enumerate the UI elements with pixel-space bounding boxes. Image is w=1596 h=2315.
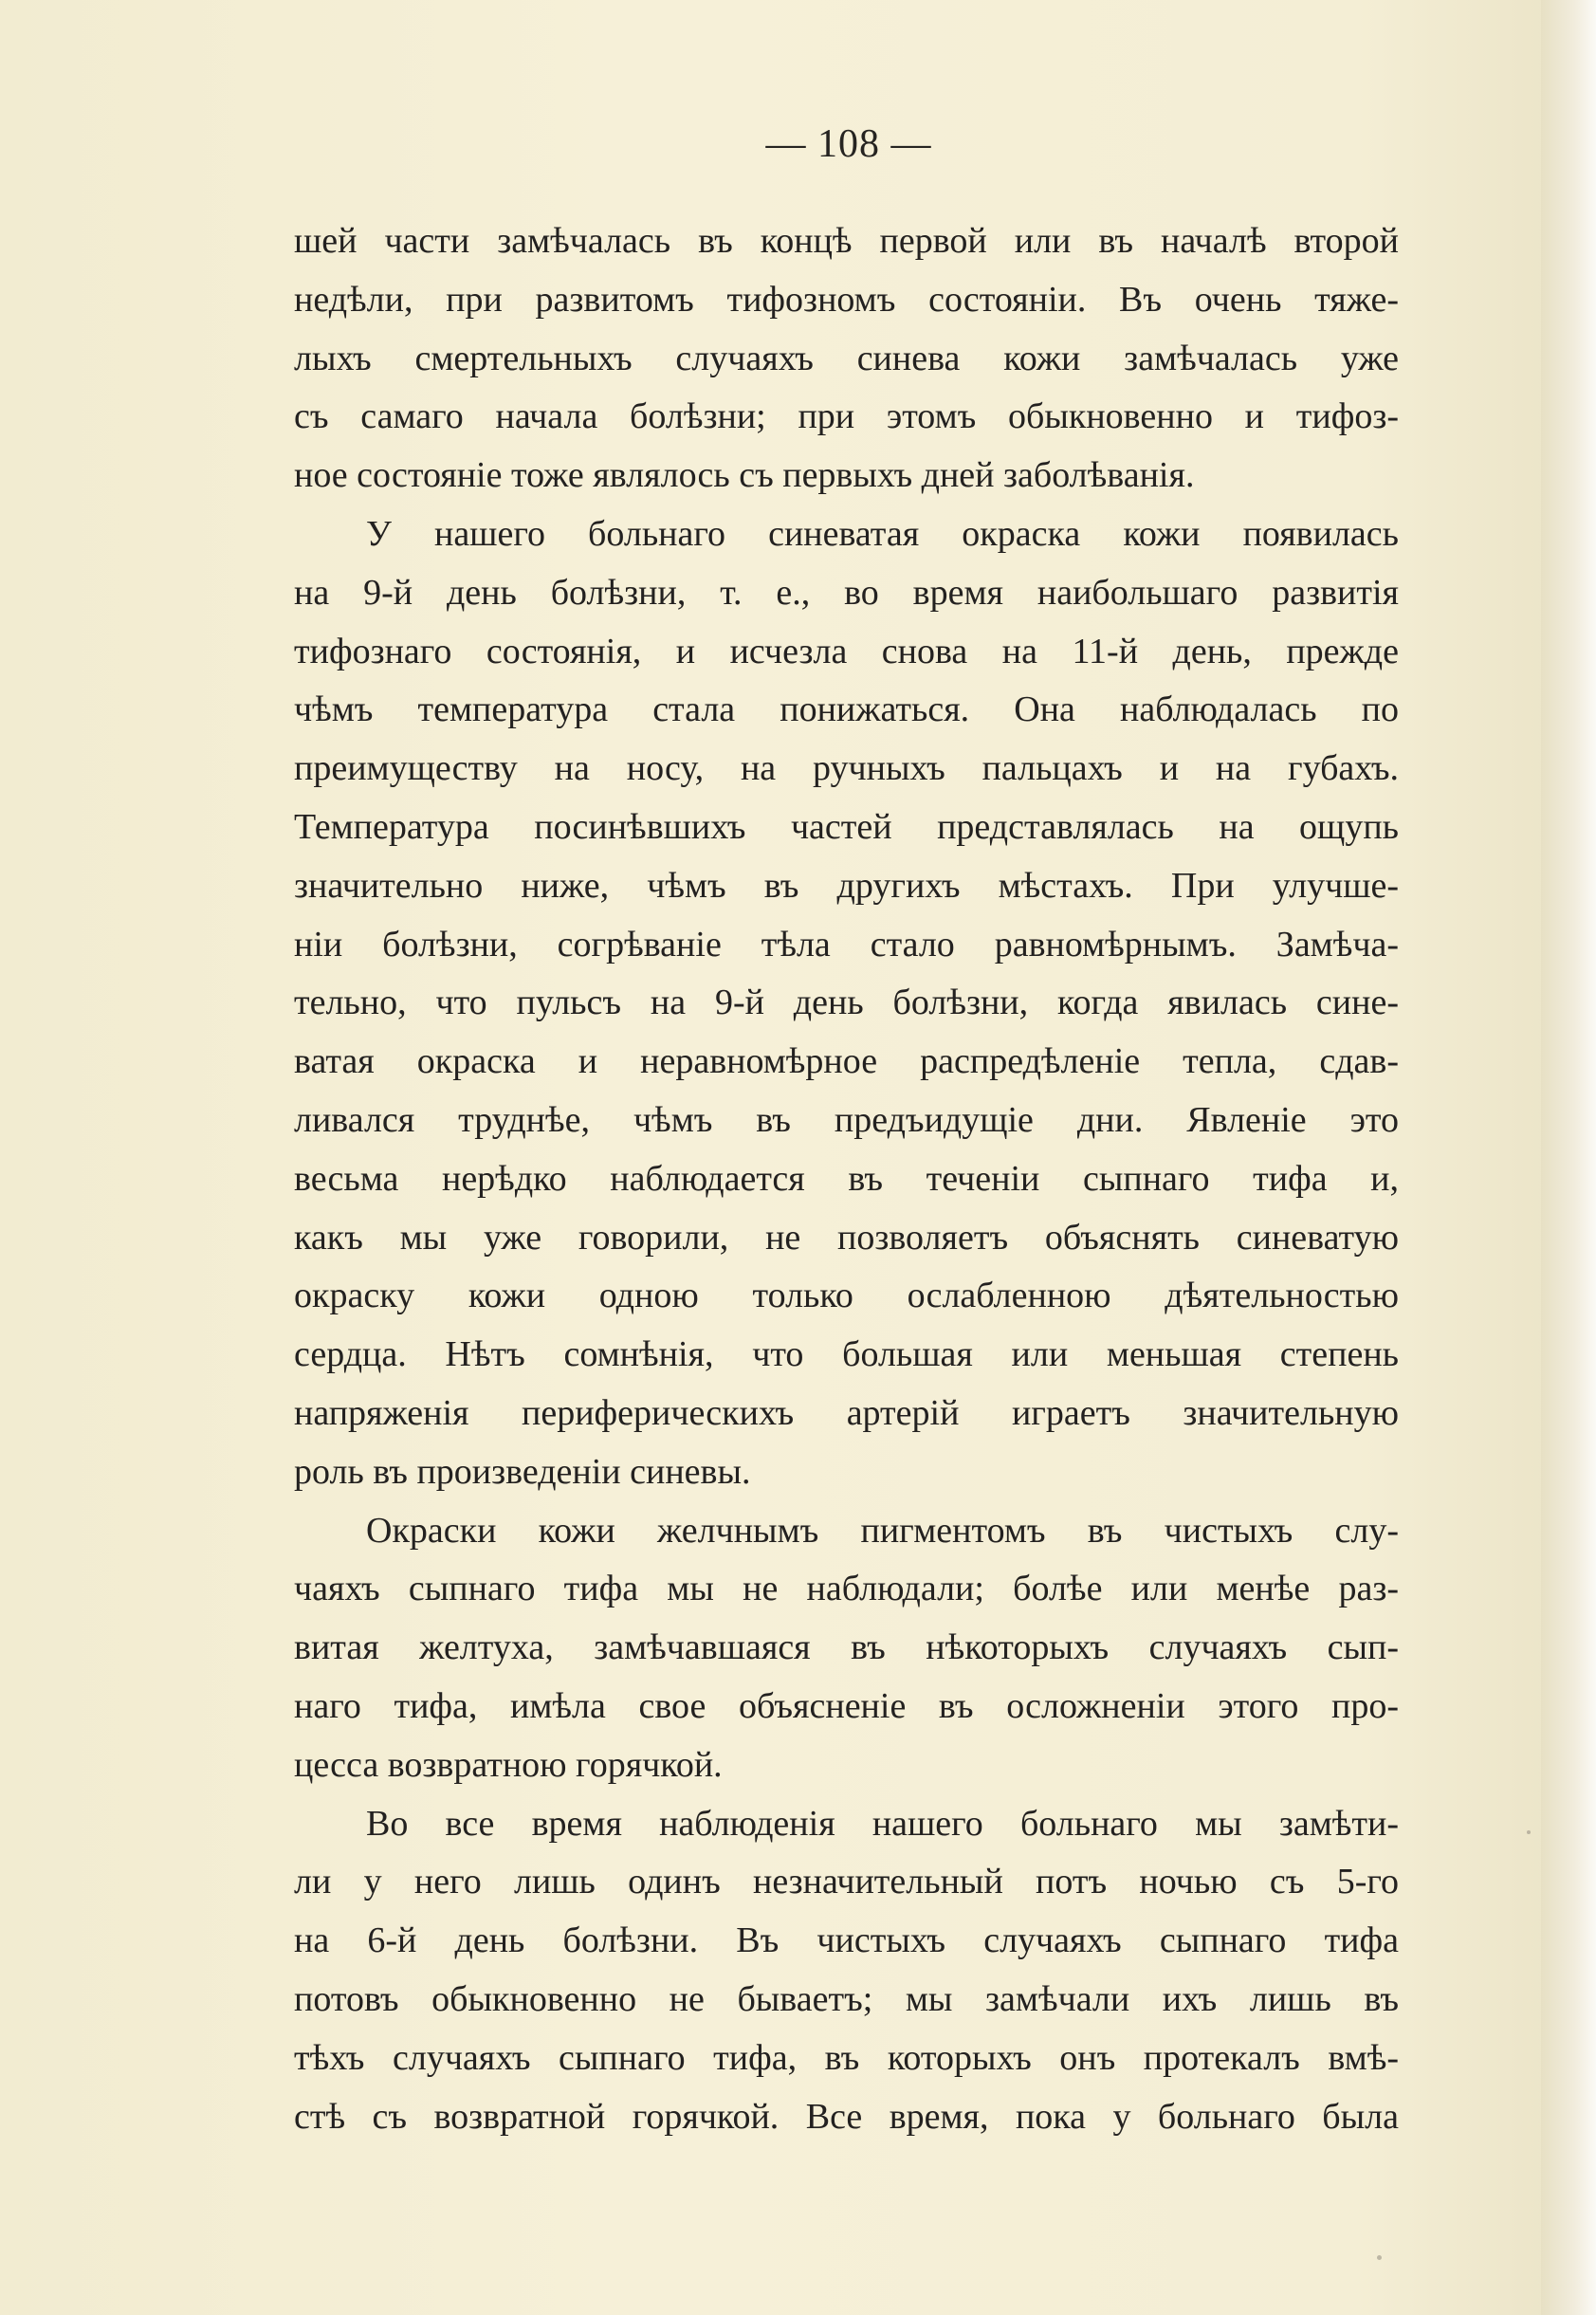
text-line: ли у него лишь одинъ незначительный потъ ночью съ 5-го xyxy=(294,1862,1399,1902)
text-line: ливался труднѣе, чѣмъ въ предъидущіе дни. Явленіе это xyxy=(294,1099,1399,1140)
paper-speck xyxy=(1377,2255,1382,2260)
paragraph-first-line: Окраски кожи желчнымъ пигментомъ въ чистыхъ слу- xyxy=(366,1510,1399,1551)
text-line: лыхъ смертельныхъ случаяхъ синева кожи замѣчалась уже xyxy=(294,338,1399,378)
text-line: чаяхъ сыпнаго тифа мы не наблюдали; болѣе или менѣе раз- xyxy=(294,1569,1399,1609)
paragraph-first-line: У нашего больнаго синеватая окраска кожи появилась xyxy=(366,513,1399,554)
text-line: роль въ произведеніи синевы. xyxy=(294,1451,751,1492)
text-line: сердца. Нѣтъ сомнѣнія, что большая или меньшая степень xyxy=(294,1334,1399,1375)
text-line: шей части замѣчалась въ концѣ первой или въ началѣ второй xyxy=(294,221,1399,261)
body-text xyxy=(294,212,1399,2146)
text-line: цесса возвратною горячкой. xyxy=(294,1744,723,1785)
paper-speck xyxy=(1527,1830,1531,1834)
text-line: наго тифа, имѣла свое объясненіе въ осложненіи этого про- xyxy=(294,1685,1399,1726)
text-line: потовъ обыкновенно не бываетъ; мы замѣчали ихъ лишь въ xyxy=(294,1978,1399,2019)
text-line: ватая окраска и неравномѣрное распредѣленіе тепла, сдав- xyxy=(294,1041,1399,1082)
page-number: — 108 — xyxy=(765,122,932,166)
text-line: на 6-й день болѣзни. Въ чистыхъ случаяхъ сыпнаго тифа xyxy=(294,1920,1399,1961)
text-line: на 9-й день болѣзни, т. е., во время наибольшаго развитія xyxy=(294,572,1399,613)
text-line: напряженія периферическихъ артерій играетъ значительную xyxy=(294,1392,1399,1433)
text-line: Температура посинѣвшихъ частей представлялась на ощупь xyxy=(294,806,1399,847)
text-line: тѣхъ случаяхъ сыпнаго тифа, въ которыхъ онъ протекалъ вмѣ- xyxy=(294,2037,1399,2078)
text-line: окраску кожи одною только ослабленною дѣятельностью xyxy=(294,1276,1399,1316)
text-line: ніи болѣзни, согрѣваніе тѣла стало равномѣрнымъ. Замѣча- xyxy=(294,924,1399,965)
text-line: какъ мы уже говорили, не позволяетъ объяснять синеватую xyxy=(294,1217,1399,1258)
text-line: витая желтуха, замѣчавшаяся въ нѣкоторыхъ случаяхъ сып- xyxy=(294,1627,1399,1668)
text-line: преимуществу на носу, на ручныхъ пальцахъ и на губахъ. xyxy=(294,748,1399,789)
text-line: весьма нерѣдко наблюдается въ теченіи сыпнаго тифа и, xyxy=(294,1158,1399,1199)
text-line: значительно ниже, чѣмъ въ другихъ мѣстахъ. При улучше- xyxy=(294,865,1399,906)
text-line: ное состояніе тоже являлось съ первыхъ дней заболѣванія. xyxy=(294,455,1195,496)
paragraph-first-line: Во все время наблюденія нашего больнаго мы замѣти- xyxy=(366,1803,1399,1844)
text-line: недѣли, при развитомъ тифозномъ состояніи. Въ очень тяже- xyxy=(294,279,1399,320)
text-line: съ самаго начала болѣзни; при этомъ обыкновенно и тифоз- xyxy=(294,396,1399,437)
text-line: чѣмъ температура стала понижаться. Она наблюдалась по xyxy=(294,689,1399,730)
page-edge xyxy=(1541,0,1596,2315)
text-line: тельно, что пульсъ на 9-й день болѣзни, когда явилась сине- xyxy=(294,983,1399,1023)
text-line: стѣ съ возвратной горячкой. Все время, пока у больнаго была xyxy=(294,2096,1399,2137)
text-line: тифознаго состоянія, и исчезла снова на 11-й день, прежде xyxy=(294,631,1399,671)
